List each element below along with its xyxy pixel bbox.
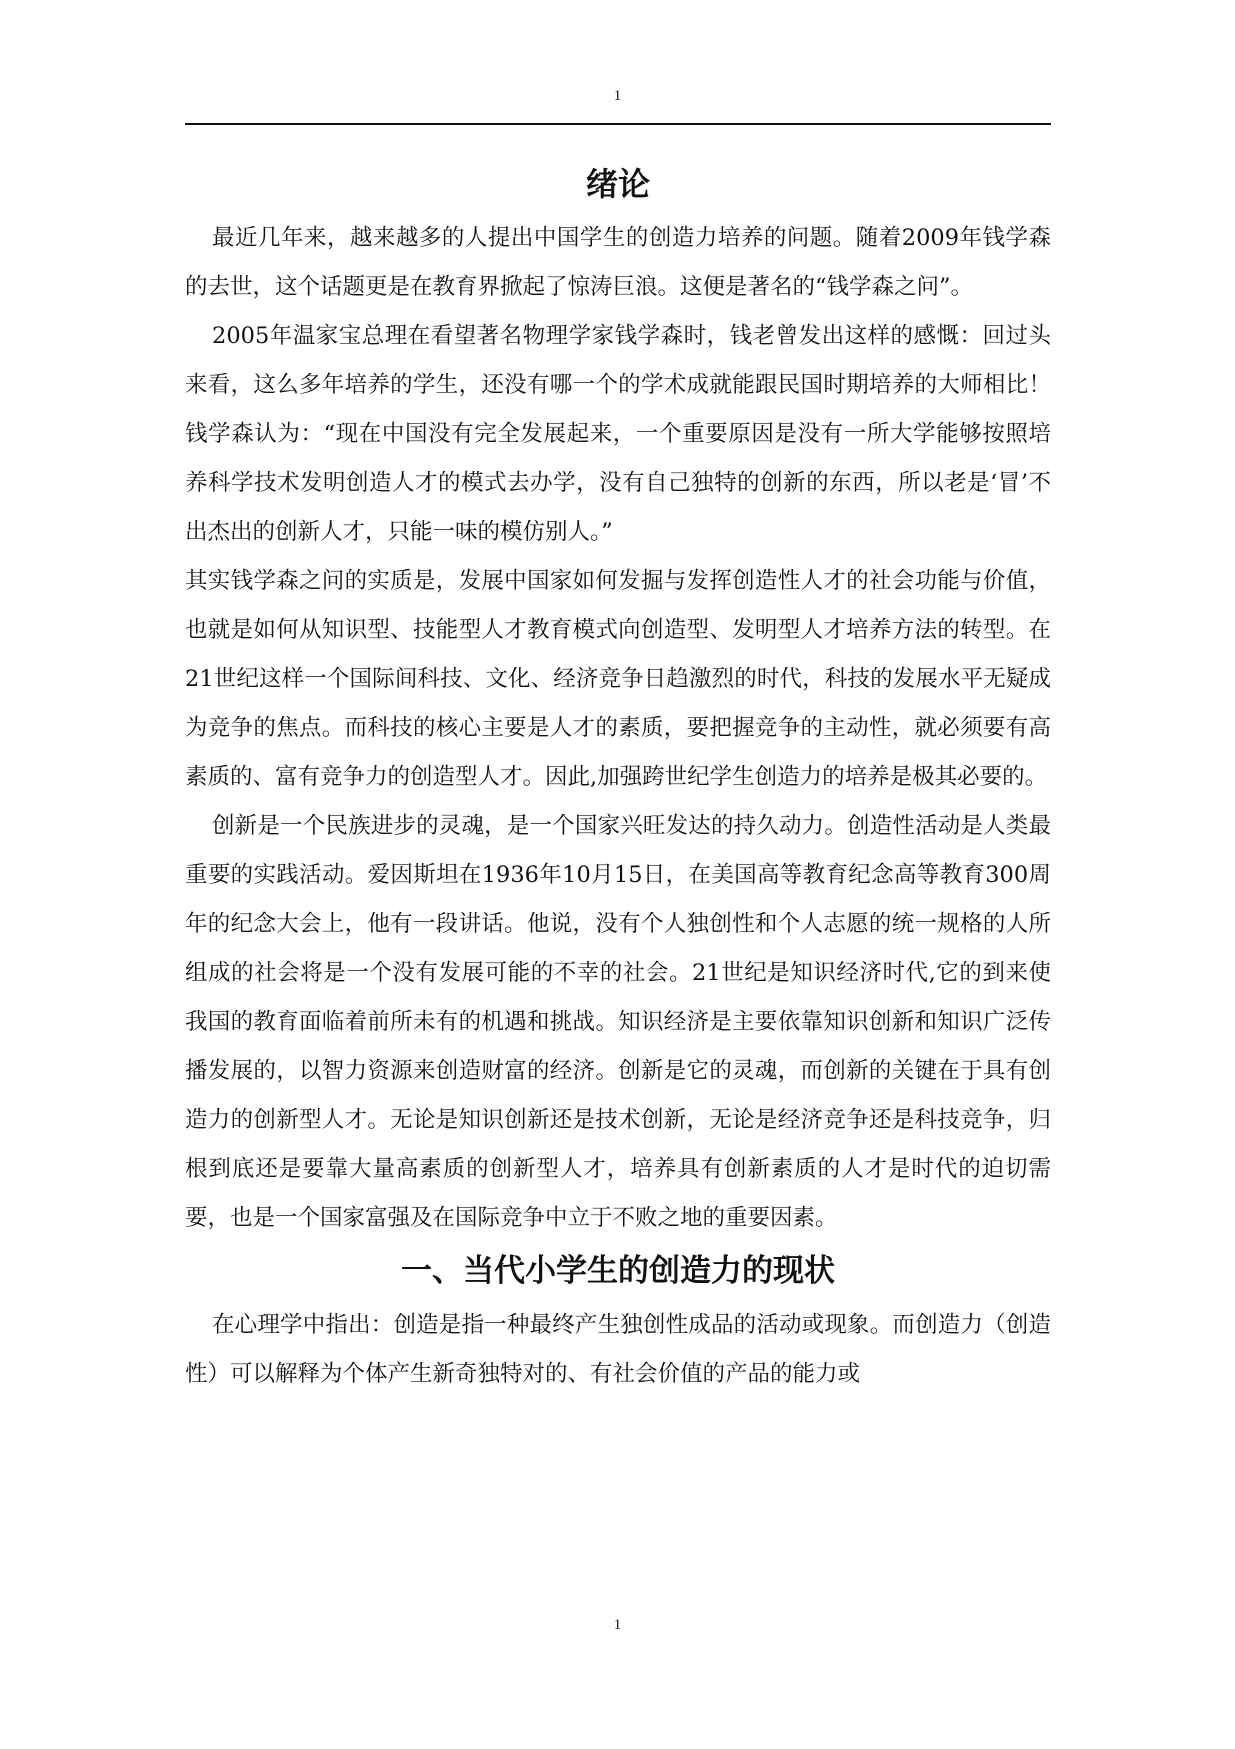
- header-page-number: 1: [613, 88, 622, 104]
- footer-page-number: 1: [613, 1617, 622, 1633]
- intro-paragraph-1: 最近几年来，越来越多的人提出中国学生的创造力培养的问题。随着2009年钱学森的去世，这个话题更是在教育界掀起了惊涛巨浪。这便是著名的“钱学森之问”。: [185, 225, 1051, 300]
- intro-paragraph-4: 创新是一个民族进步的灵魂，是一个国家兴旺发达的持久动力。创造性活动是人类最重要的实践活动。爱因斯坦在1936年10月15日，在美国高等教育纪念高等教育300周年的纪念大会上，他有一段讲话。他说，没有个人独创性和个人志愿的统一规格的人所组成的社会将是一个没有发展可能的不幸的社会。21世纪是知识经济时代,它的到来使我国的教育面临着前所未有的机遇和挑战。知识经济是主要依靠知识创新和知识广泛传播发展的，以智力资源来创造财富的经济。创新是它的灵魂，而创新的关键在于具有创造力的创新型人才。无论是知识创新还是技术创新，无论是经济竞争还是科技竞争，归根到底还是要靠大量高素质的创新型人才，培养具有创新素质的人才是时代的迫切需要，也是一个国家富强及在国际竞争中立于不败之地的重要因素。: [185, 813, 1051, 1231]
- intro-paragraph-2: 2005年温家宝总理在看望著名物理学家钱学森时，钱老曾发出这样的感慨：回过头来看，这么多年培养的学生，还没有哪一个的学术成就能跟民国时期培养的大师相比！钱学森认为：“现在中国没有完全发展起来，一个重要原因是没有一所大学能够按照培养科学技术发明创造人才的模式去办学，没有自己独特的创新的东西，所以老是‘冒’不出杰出的创新人才，只能一味的模仿别人。”: [185, 323, 1051, 545]
- document-title: 绪论: [585, 165, 650, 203]
- section-1-paragraph: 在心理学中指出：创造是指一种最终产生独创性成品的活动或现象。而创造力（创造性）可以解释为个体产生新奇独特对的、有社会价值的产品的能力或: [185, 1312, 1051, 1387]
- page-content: [185, 158, 1051, 1399]
- intro-paragraph-3: 其实钱学森之问的实质是，发展中国家如何发掘与发挥创造性人才的社会功能与价值，也就是如何从知识型、技能型人才教育模式向创造型、发明型人才培养方法的转型。在21世纪这样一个国际间科技、文化、经济竞争日趋激烈的时代，科技的发展水平无疑成为竞争的焦点。而科技的核心主要是人才的素质，要把握竞争的主动性，就必须要有高素质的、富有竞争力的创造型人才。因此,加强跨世纪学生创造力的培养是极其必要的。: [185, 568, 1051, 790]
- header-rule: [185, 123, 1051, 125]
- section-1-heading: 一、当代小学生的创造力的现状: [401, 1253, 835, 1289]
